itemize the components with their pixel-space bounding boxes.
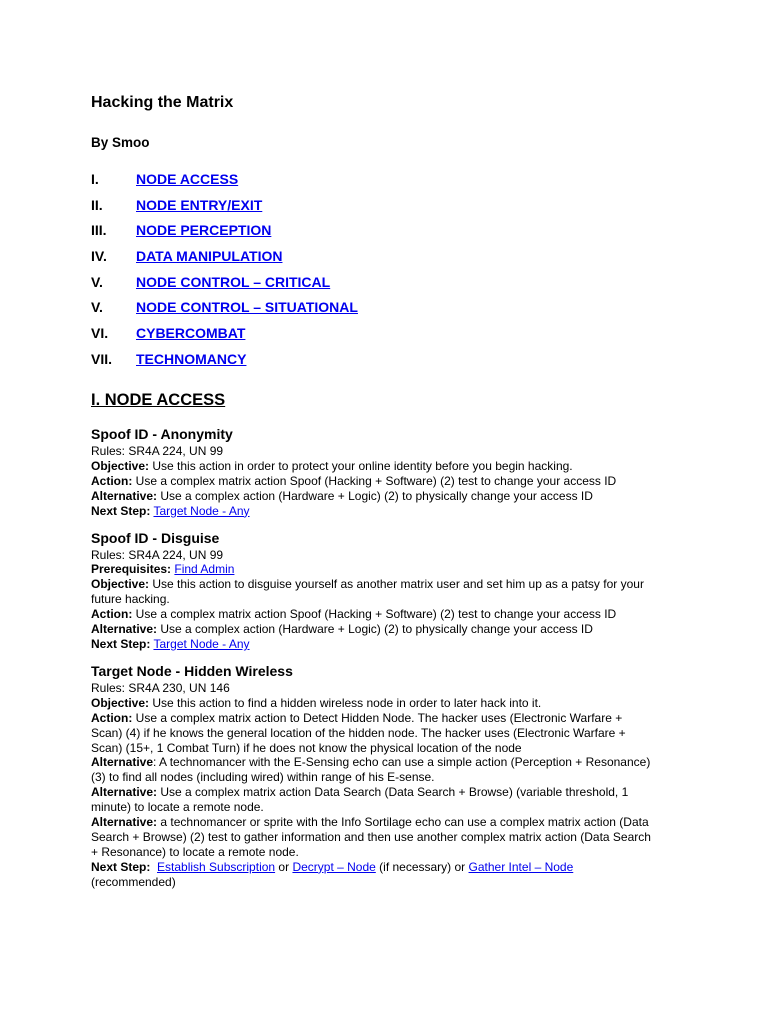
toc-link-node-control-situational[interactable]: NODE CONTROL – SITUATIONAL bbox=[136, 299, 358, 316]
toc-item bbox=[91, 349, 358, 375]
toc-item bbox=[91, 246, 358, 272]
entry-alternative bbox=[91, 785, 681, 800]
entry-title: Target Node - Hidden Wireless bbox=[91, 662, 293, 679]
toc-number: V. bbox=[91, 299, 103, 316]
toc-number: II. bbox=[91, 196, 103, 213]
entry-title: Spoof ID - Disguise bbox=[91, 529, 220, 546]
entry-objective bbox=[91, 696, 681, 711]
objective-label: Objective: bbox=[91, 458, 150, 473]
next-step-label: Next Step: bbox=[91, 503, 151, 518]
section-heading: I. NODE ACCESS bbox=[91, 391, 226, 409]
toc-item bbox=[91, 323, 358, 349]
entry-title: Spoof ID - Anonymity bbox=[91, 426, 233, 442]
alternative-label: Alternative: bbox=[91, 488, 158, 503]
toc-number: III. bbox=[91, 222, 107, 239]
entry-alternative-continued: (3) to find all nodes (including wired) within range of his E-sense. bbox=[91, 770, 435, 785]
entry-next-step-note: (recommended) bbox=[91, 874, 176, 889]
alternative-text: Use a complex action (Hardware + Logic) (2) to physically change your access ID bbox=[160, 622, 593, 637]
entry-alternative bbox=[91, 815, 681, 830]
objective-label: Objective: bbox=[91, 695, 150, 710]
toc-link-cybercombat[interactable]: CYBERCOMBAT bbox=[136, 325, 246, 342]
entry-prerequisites bbox=[91, 562, 681, 577]
toc-item bbox=[91, 195, 358, 221]
alternative-label: Alternative: bbox=[91, 815, 158, 830]
toc-number: VII. bbox=[91, 350, 113, 367]
toc-link-data-manipulation[interactable]: DATA MANIPULATION bbox=[136, 248, 283, 265]
toc-item bbox=[91, 169, 358, 195]
objective-text: Use this action in order to protect your online identity before you begin hacking. bbox=[152, 458, 573, 473]
toc-number: IV. bbox=[91, 248, 107, 265]
next-step-connector: or bbox=[278, 859, 290, 874]
action-text: Use a complex matrix action Spoof (Hacking + Software) (2) test to change your access ID bbox=[135, 607, 617, 622]
entry-alternative-continued: minute) to locate a remote node. bbox=[91, 800, 264, 815]
entry-rules: Rules: SR4A 224, UN 99 bbox=[91, 444, 224, 458]
entry-alternative bbox=[91, 622, 681, 637]
entry-action-continued: Scan) (15+, 1 Combat Turn) if he does not know the physical location of the node bbox=[91, 740, 522, 755]
next-step-link-decrypt-node[interactable]: Decrypt – Node bbox=[292, 859, 376, 874]
entry-action bbox=[91, 711, 681, 726]
alternative-text: a technomancer or sprite with the Info Sortilage echo can use a complex matrix action (Data bbox=[160, 815, 649, 830]
next-step-link-gather-intel-node[interactable]: Gather Intel – Node bbox=[468, 859, 574, 874]
next-step-label: Next Step: bbox=[91, 859, 151, 874]
entry-action bbox=[91, 607, 681, 622]
action-label: Action: bbox=[91, 607, 133, 622]
table-of-contents bbox=[91, 169, 358, 375]
toc-number: VI. bbox=[91, 325, 109, 342]
toc-link-node-perception[interactable]: NODE PERCEPTION bbox=[136, 222, 272, 239]
entry-objective bbox=[91, 459, 681, 474]
alternative-text: Use a complex matrix action Data Search (Data Search + Browse) (variable threshold, 1 bbox=[160, 785, 629, 800]
entry-spoof-id-anonymity bbox=[91, 425, 681, 519]
entry-objective-continued: future hacking. bbox=[91, 592, 170, 607]
entry-next-step bbox=[91, 637, 681, 652]
next-step-label: Next Step: bbox=[91, 636, 151, 651]
entry-next-step bbox=[91, 860, 681, 875]
next-step-link[interactable]: Target Node - Any bbox=[153, 636, 250, 651]
entry-target-node-hidden-wireless bbox=[91, 662, 681, 890]
document-title: Hacking the Matrix bbox=[91, 94, 234, 111]
next-step-link[interactable]: Target Node - Any bbox=[153, 503, 250, 518]
action-label: Action: bbox=[91, 473, 133, 488]
alternative-text: : A technomancer with the E-Sensing echo can use a simple action (Perception + Resonance) bbox=[153, 755, 651, 770]
entry-objective bbox=[91, 577, 681, 592]
toc-number: I. bbox=[91, 171, 99, 187]
entry-alternative-continued: + Resonance) to locate a remote node. bbox=[91, 844, 299, 859]
entry-spoof-id-disguise bbox=[91, 529, 681, 652]
toc-item bbox=[91, 297, 358, 323]
section-entries bbox=[91, 425, 681, 900]
entry-action bbox=[91, 474, 681, 489]
entry-next-step bbox=[91, 504, 681, 519]
next-step-connector: (if necessary) or bbox=[379, 859, 466, 874]
entry-alternative-continued: Search + Browse) (2) test to gather information and then use another complex matrix action (Data Search bbox=[91, 829, 651, 844]
entry-alternative bbox=[91, 489, 681, 504]
action-text: Use a complex matrix action to Detect Hidden Node. The hacker uses (Electronic Warfare + bbox=[135, 710, 623, 725]
alternative-label: Alternative: bbox=[91, 785, 158, 800]
toc-link-node-control-critical[interactable]: NODE CONTROL – CRITICAL bbox=[136, 273, 331, 290]
objective-label: Objective: bbox=[91, 577, 150, 592]
toc-link-technomancy[interactable]: TECHNOMANCY bbox=[136, 350, 247, 367]
action-label: Action: bbox=[91, 710, 133, 725]
toc-item bbox=[91, 272, 358, 298]
objective-text: Use this action to find a hidden wireless node in order to later hack into it. bbox=[152, 695, 542, 710]
toc-link-node-entry-exit[interactable]: NODE ENTRY/EXIT bbox=[136, 196, 263, 213]
entry-rules: Rules: SR4A 224, UN 99 bbox=[91, 547, 224, 562]
alternative-text: Use a complex action (Hardware + Logic) (2) to physically change your access ID bbox=[160, 488, 593, 503]
toc-number: V. bbox=[91, 273, 103, 290]
entry-action-continued: Scan) (4) if he knows the general location of the hidden node. The hacker uses (Electronic Warfare + bbox=[91, 725, 626, 740]
toc-link-node-access[interactable]: NODE ACCESS bbox=[136, 171, 239, 187]
objective-text: Use this action to disguise yourself as another matrix user and set him up as a patsy for your bbox=[152, 577, 644, 592]
alternative-label: Alternative bbox=[91, 755, 154, 770]
toc-item bbox=[91, 220, 358, 246]
prerequisites-label: Prerequisites: bbox=[91, 562, 172, 577]
alternative-label: Alternative: bbox=[91, 622, 158, 637]
entry-rules: Rules: SR4A 230, UN 146 bbox=[91, 680, 230, 695]
document-byline: By Smoo bbox=[91, 135, 150, 150]
entry-alternative bbox=[91, 755, 681, 770]
prerequisite-link[interactable]: Find Admin bbox=[174, 562, 235, 577]
next-step-link-establish-subscription[interactable]: Establish Subscription bbox=[157, 859, 276, 874]
action-text: Use a complex matrix action Spoof (Hacking + Software) (2) test to change your access ID bbox=[135, 473, 617, 488]
